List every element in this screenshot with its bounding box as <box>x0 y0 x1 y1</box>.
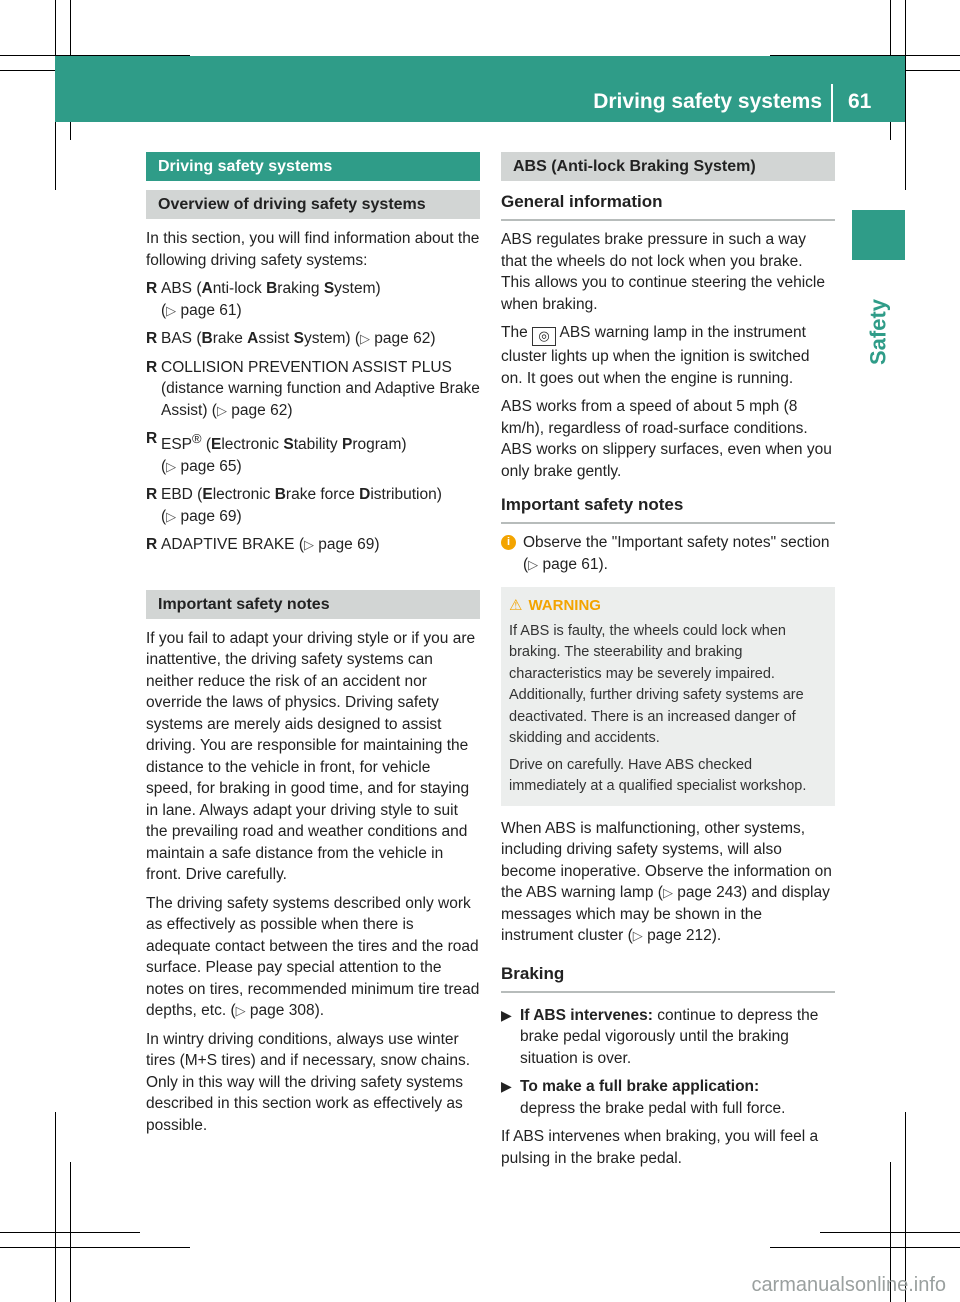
page-ref-link[interactable]: page 308 <box>249 1002 315 1020</box>
step-arrow-icon: ▶ <box>501 1006 512 1023</box>
page-ref-link[interactable]: page 69 <box>318 536 375 554</box>
crop-mark <box>55 1112 56 1302</box>
side-tab-marker <box>852 210 905 260</box>
watermark: carmanualsonline.info <box>751 1274 946 1296</box>
overview-intro: In this section, you will find information about the following driving safety systems: <box>146 230 480 269</box>
page-ref-arrow-icon: ▷ <box>662 885 673 900</box>
info-note: i Observe the "Important safety notes" section (▷ page 61). <box>501 532 835 575</box>
braking-heading: Braking <box>501 963 835 993</box>
right-column <box>501 152 835 1176</box>
paragraph: If you fail to adapt your driving style or if you are inattentive, the driving safety systems can neither reduce the risk of an accident nor override the laws of physics. Driving safety systems are merely aids designed to assist driving. You are responsible for maintaining the distance to the vehicle in front, for vehicle speed, for braking in good time, and for staying in lane. Always adapt your driving style to suit the prevailing road and weather conditions and maintain a safe distance from the vehicle in front. Drive carefully. <box>146 629 476 884</box>
list-item: R ABS (Anti-lock Braking System) (▷ page 61) <box>146 280 381 319</box>
abs-title: ABS (Anti-lock Braking System) <box>501 152 835 181</box>
instruction-step: ▶ To make a full brake application: depress the brake pedal with full force. <box>501 1078 786 1117</box>
left-column <box>146 152 480 1143</box>
warning-text: Drive on carefully. Have ABS checked immediately at a qualified specialist workshop. <box>509 756 807 794</box>
section-title: Driving safety systems <box>146 152 480 181</box>
page-ref-link[interactable]: page 65 <box>180 457 237 475</box>
paragraph: The driving safety systems described only work as effectively as possible when there is adequate contact between the tires and the road surface. Please pay special attention to the notes on tires, recommended minimum tire tread depths, etc. (▷ page 308). <box>146 894 480 1020</box>
overview-title: Overview of driving safety systems <box>146 190 480 219</box>
crop-mark <box>770 1247 960 1248</box>
paragraph: When ABS is malfunctioning, other systems, including driving safety systems, will also become inoperative. Observe the information on the ABS warning lamp (▷ page 243) and display messages which may be shown in the instrument cluster (▷ page 212). <box>501 819 832 944</box>
paragraph: In wintry driving conditions, always use winter tires (M+S tires) and if necessary, snow chains. Only in this way will the driving safety systems described in this section work as effectively as possible. <box>146 1030 471 1134</box>
page-ref-arrow-icon: ▷ <box>528 556 539 572</box>
page-ref-arrow-icon: ▷ <box>632 928 643 943</box>
page-ref-arrow-icon: ▷ <box>166 458 177 474</box>
page-ref-arrow-icon: ▷ <box>359 331 370 346</box>
paragraph: The ◎ ABS warning lamp in the instrument cluster lights up when the ignition is switched on. It goes out when the engine is running. <box>501 324 810 387</box>
page-ref-arrow-icon: ▷ <box>235 1003 246 1019</box>
page-ref-arrow-icon: ▷ <box>216 402 227 418</box>
abs-warning-lamp-icon: ◎ <box>532 327 556 346</box>
crop-mark <box>0 1247 190 1248</box>
side-tab-label: Safety <box>865 298 891 366</box>
page-ref-link[interactable]: page 61 <box>180 301 237 319</box>
running-title: Driving safety systems <box>593 90 822 113</box>
step-arrow-icon: ▶ <box>501 1078 512 1094</box>
paragraph: ABS regulates brake pressure in such a way that the wheels do not lock when you brake. This allows you to continue steering the vehicle when braking. <box>501 231 825 313</box>
warning-triangle-icon: ⚠ <box>509 597 523 614</box>
systems-list <box>146 278 480 556</box>
info-icon: i <box>501 535 516 550</box>
warning-header: ⚠ WARNING <box>509 595 827 617</box>
page-ref-link[interactable]: page 61 <box>542 555 599 573</box>
page-ref-arrow-icon: ▷ <box>303 537 314 553</box>
crop-mark <box>70 1162 71 1302</box>
page-ref-link[interactable]: page 243 <box>677 884 742 901</box>
header-divider <box>831 84 833 122</box>
page-ref-arrow-icon: ▷ <box>166 508 177 524</box>
list-item: R EBD (Electronic Brake force Distribution) (▷ page 69) <box>146 486 442 525</box>
general-info-heading: General information <box>501 191 835 221</box>
page-number: 61 <box>848 90 872 113</box>
page-ref-link[interactable]: page 212 <box>647 927 712 944</box>
instruction-step: ▶ If ABS intervenes: continue to depress the brake pedal vigorously until the braking situation is over. <box>501 1006 819 1067</box>
page-ref-link[interactable]: page 62 <box>231 401 288 419</box>
warning-text: If ABS is faulty, the wheels could lock when braking. The steerability and braking characteristics may be severely impaired. Additionally, further driving safety systems are deactivated. There is an increased danger of skidding and accidents. <box>509 622 804 746</box>
page-ref-link[interactable]: page 69 <box>180 507 237 525</box>
list-item: R ESP® (Electronic Stability Program) (▷ page 65) <box>146 430 407 475</box>
list-item: R BAS (Brake Assist System) (▷ page 62) <box>146 330 436 347</box>
list-item: R ADAPTIVE BRAKE (▷ page 69) <box>146 536 380 554</box>
paragraph: If ABS intervenes when braking, you will feel a pulsing in the brake pedal. <box>501 1128 819 1167</box>
notes-title: Important safety notes <box>146 590 480 619</box>
warning-box <box>501 587 835 806</box>
page-ref-arrow-icon: ▷ <box>166 302 177 318</box>
list-item: R COLLISION PREVENTION ASSIST PLUS (distance warning function and Adaptive Brake Assist) (▷ page 62) <box>146 358 480 419</box>
crop-mark <box>905 0 906 190</box>
page-ref-link[interactable]: page 62 <box>374 330 431 347</box>
safety-notes-heading: Important safety notes <box>501 494 835 524</box>
paragraph: ABS works from a speed of about 5 mph (8 km/h), regardless of road-surface conditions. ABS works on slippery surfaces, even when you only brake gently. <box>501 398 832 480</box>
